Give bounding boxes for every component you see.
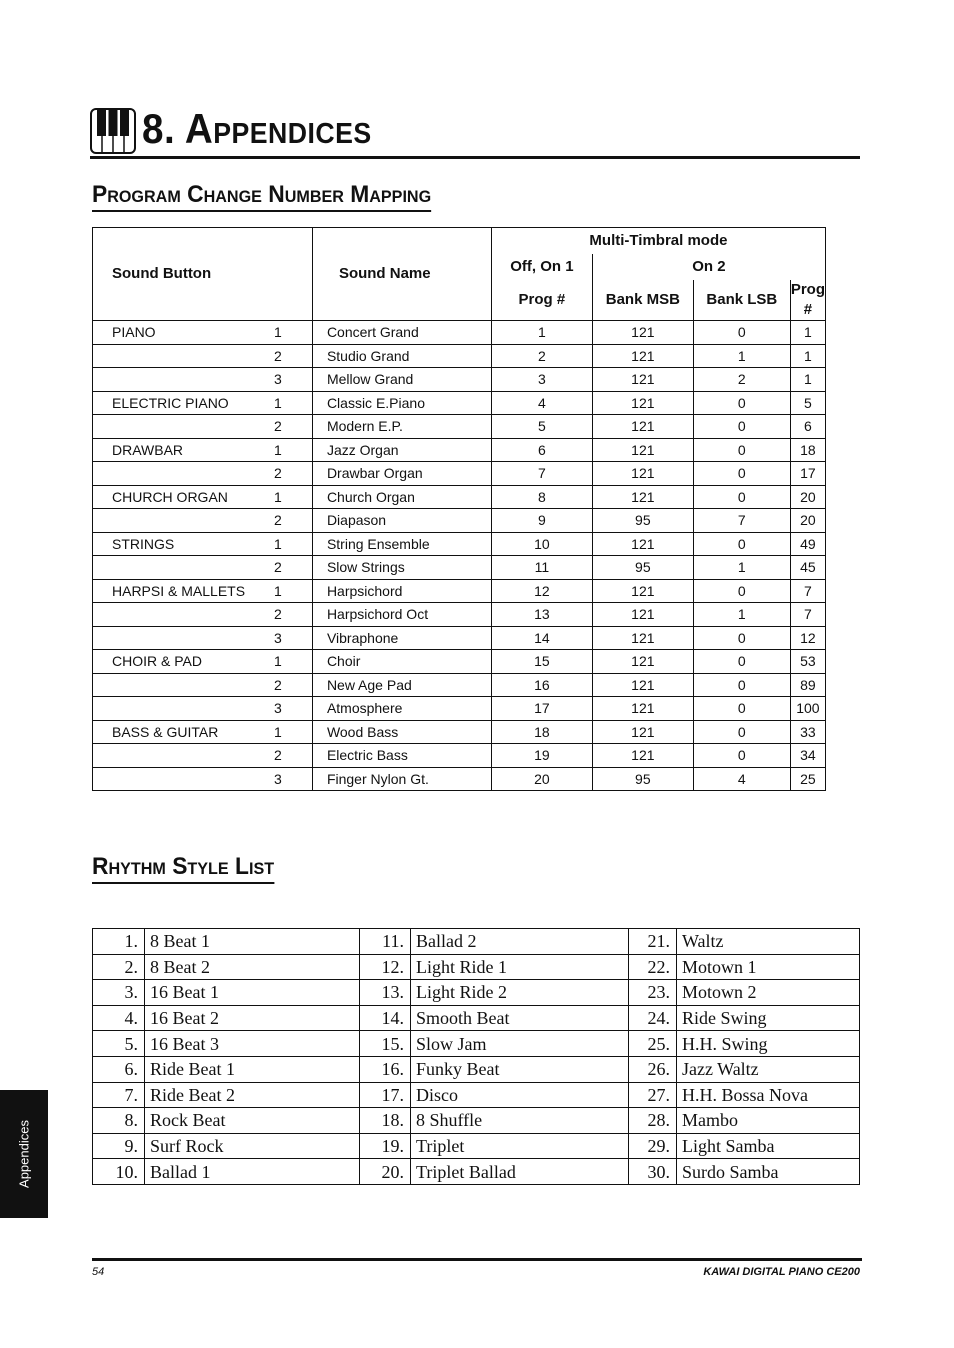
rhythm-number: 10. [93,1159,145,1185]
sound-name-cell: Church Organ [312,485,491,509]
variation-number-cell: 2 [252,673,312,697]
bank-msb-cell: 121 [592,744,693,768]
prog-number-on2-cell: 20 [790,485,825,509]
sound-name-cell: Finger Nylon Gt. [312,767,491,791]
variation-number-cell: 2 [252,344,312,368]
bank-msb-cell: 121 [592,650,693,674]
variation-number-cell: 2 [252,415,312,439]
prog-number-cell: 10 [491,532,592,556]
rhythm-style-name: Funky Beat [411,1056,629,1082]
rhythm-style-name: Ride Beat 1 [145,1056,360,1082]
table-row [93,1082,860,1108]
rhythm-style-name: Jazz Waltz [677,1056,860,1082]
prog-number-cell: 1 [491,321,592,345]
bank-msb-cell: 95 [592,556,693,580]
sound-name-cell: Harpsichord [312,579,491,603]
rhythm-style-name: Rock Beat [145,1108,360,1134]
bank-msb-cell: 95 [592,767,693,791]
variation-number-cell: 1 [252,579,312,603]
rhythm-number: 6. [93,1056,145,1082]
sound-button-cell [93,415,252,439]
bank-msb-cell: 121 [592,485,693,509]
bank-msb-cell: 121 [592,321,693,345]
sound-button-cell [93,344,252,368]
variation-number-cell: 3 [252,697,312,721]
table-row [93,744,826,768]
rhythm-style-body [93,929,860,1185]
program-mapping-title: Program Change Number Mapping [92,181,431,212]
sound-name-cell: Studio Grand [312,344,491,368]
rhythm-number: 21. [629,929,677,955]
sound-button-cell [93,556,252,580]
bank-msb-cell: 121 [592,673,693,697]
table-row [93,1056,860,1082]
rhythm-number: 29. [629,1133,677,1159]
sound-button-cell [93,744,252,768]
rhythm-style-name: Motown 2 [677,980,860,1006]
rhythm-style-name: H.H. Swing [677,1031,860,1057]
bank-lsb-cell: 0 [693,415,790,439]
table-row [93,485,826,509]
bank-lsb-cell: 7 [693,509,790,533]
bank-lsb-cell: 0 [693,579,790,603]
bank-lsb-cell: 0 [693,438,790,462]
header-prog1: Prog # [491,280,592,321]
bank-msb-cell: 121 [592,720,693,744]
header-prog2: Prog # [790,280,825,321]
rhythm-style-name: Triplet Ballad [411,1159,629,1185]
header-sound-button: Sound Button [93,228,252,321]
sound-name-cell: Atmosphere [312,697,491,721]
piano-keys-icon [90,108,136,154]
table-row [93,767,826,791]
rhythm-style-table [92,928,860,1185]
bank-msb-cell: 121 [592,344,693,368]
header-off-on1: Off, On 1 [491,254,592,280]
variation-number-cell: 1 [252,391,312,415]
sound-name-cell: New Age Pad [312,673,491,697]
prog-number-on2-cell: 49 [790,532,825,556]
rhythm-style-name: Motown 1 [677,954,860,980]
rhythm-number: 30. [629,1159,677,1185]
prog-number-on2-cell: 5 [790,391,825,415]
prog-number-on2-cell: 25 [790,767,825,791]
variation-number-cell: 1 [252,720,312,744]
variation-number-cell: 2 [252,509,312,533]
bank-lsb-cell: 4 [693,767,790,791]
rhythm-style-name: 16 Beat 2 [145,1005,360,1031]
prog-number-on2-cell: 12 [790,626,825,650]
sound-button-cell [93,509,252,533]
sound-name-cell: Modern E.P. [312,415,491,439]
sound-button-cell [93,697,252,721]
footer-rule [92,1258,862,1261]
bank-msb-cell: 121 [592,697,693,721]
rhythm-number: 11. [360,929,411,955]
prog-number-cell: 2 [491,344,592,368]
table-row [93,1133,860,1159]
variation-number-cell: 2 [252,603,312,627]
prog-number-cell: 9 [491,509,592,533]
sound-name-cell: String Ensemble [312,532,491,556]
prog-number-cell: 16 [491,673,592,697]
sound-name-cell: Concert Grand [312,321,491,345]
bank-msb-cell: 121 [592,391,693,415]
chapter-header [90,106,860,159]
rhythm-number: 26. [629,1056,677,1082]
program-mapping-body [93,321,826,791]
prog-number-cell: 11 [491,556,592,580]
sound-button-cell: STRINGS [93,532,252,556]
rhythm-style-name: 8 Shuffle [411,1108,629,1134]
sound-button-cell [93,767,252,791]
prog-number-on2-cell: 20 [790,509,825,533]
bank-lsb-cell: 0 [693,720,790,744]
bank-msb-cell: 121 [592,579,693,603]
rhythm-number: 7. [93,1082,145,1108]
prog-number-cell: 19 [491,744,592,768]
sound-name-cell: Drawbar Organ [312,462,491,486]
rhythm-number: 15. [360,1031,411,1057]
sound-name-cell: Electric Bass [312,744,491,768]
table-row [93,603,826,627]
rhythm-style-name: H.H. Bossa Nova [677,1082,860,1108]
sound-button-cell [93,673,252,697]
prog-number-on2-cell: 33 [790,720,825,744]
variation-number-cell: 1 [252,438,312,462]
rhythm-number: 19. [360,1133,411,1159]
rhythm-number: 28. [629,1108,677,1134]
table-row [93,344,826,368]
rhythm-number: 20. [360,1159,411,1185]
rhythm-style-name: 8 Beat 2 [145,954,360,980]
page-number: 54 [92,1266,105,1278]
rhythm-number: 24. [629,1005,677,1031]
rhythm-style-name: Surf Rock [145,1133,360,1159]
rhythm-style-name: Surdo Samba [677,1159,860,1185]
table-row [93,556,826,580]
table-row [93,368,826,392]
rhythm-number: 14. [360,1005,411,1031]
table-row [93,697,826,721]
bank-lsb-cell: 0 [693,744,790,768]
variation-number-cell: 1 [252,321,312,345]
bank-lsb-cell: 1 [693,344,790,368]
sound-button-cell: HARPSI & MALLETS [93,579,252,603]
rhythm-number: 22. [629,954,677,980]
variation-number-cell: 2 [252,744,312,768]
rhythm-number: 3. [93,980,145,1006]
rhythm-number: 13. [360,980,411,1006]
sound-name-cell: Wood Bass [312,720,491,744]
variation-number-cell: 3 [252,626,312,650]
rhythm-list-title: Rhythm Style List [92,853,274,884]
prog-number-cell: 5 [491,415,592,439]
rhythm-number: 4. [93,1005,145,1031]
variation-number-cell: 1 [252,650,312,674]
prog-number-cell: 13 [491,603,592,627]
rhythm-number: 27. [629,1082,677,1108]
prog-number-cell: 3 [491,368,592,392]
bank-msb-cell: 95 [592,509,693,533]
rhythm-number: 23. [629,980,677,1006]
table-row [93,462,826,486]
program-mapping-table [92,227,826,791]
sound-name-cell: Slow Strings [312,556,491,580]
rhythm-number: 25. [629,1031,677,1057]
sound-button-cell: CHOIR & PAD [93,650,252,674]
prog-number-cell: 20 [491,767,592,791]
bank-msb-cell: 121 [592,438,693,462]
prog-number-on2-cell: 34 [790,744,825,768]
prog-number-on2-cell: 17 [790,462,825,486]
prog-number-on2-cell: 45 [790,556,825,580]
header-bank-lsb: Bank LSB [693,280,790,321]
rhythm-number: 2. [93,954,145,980]
rhythm-style-name: Slow Jam [411,1031,629,1057]
bank-msb-cell: 121 [592,368,693,392]
variation-number-cell: 2 [252,462,312,486]
side-tab-label: Appendices [16,1120,32,1188]
rhythm-number: 8. [93,1108,145,1134]
table-row [93,532,826,556]
sound-button-cell [93,626,252,650]
bank-lsb-cell: 0 [693,485,790,509]
bank-lsb-cell: 0 [693,321,790,345]
rhythm-style-name: Ballad 2 [411,929,629,955]
table-row [93,391,826,415]
prog-number-on2-cell: 6 [790,415,825,439]
table-row [93,650,826,674]
header-bank-msb: Bank MSB [592,280,693,321]
table-row [93,954,860,980]
sound-name-cell: Diapason [312,509,491,533]
table-row [93,980,860,1006]
rhythm-style-name: Ballad 1 [145,1159,360,1185]
prog-number-cell: 4 [491,391,592,415]
rhythm-number: 12. [360,954,411,980]
prog-number-cell: 6 [491,438,592,462]
sound-name-cell: Vibraphone [312,626,491,650]
table-row [93,929,860,955]
prog-number-cell: 7 [491,462,592,486]
document-name: KAWAI DIGITAL PIANO CE200 [703,1266,860,1278]
sound-name-cell: Harpsichord Oct [312,603,491,627]
rhythm-style-name: Light Ride 1 [411,954,629,980]
rhythm-style-name: Light Ride 2 [411,980,629,1006]
prog-number-on2-cell: 1 [790,344,825,368]
rhythm-number: 18. [360,1108,411,1134]
rhythm-number: 17. [360,1082,411,1108]
prog-number-on2-cell: 7 [790,579,825,603]
bank-lsb-cell: 0 [693,391,790,415]
bank-lsb-cell: 0 [693,650,790,674]
sound-button-cell [93,462,252,486]
prog-number-cell: 14 [491,626,592,650]
header-on2: On 2 [692,258,726,275]
header-sound-name: Sound Name [312,228,491,321]
prog-number-cell: 8 [491,485,592,509]
prog-number-on2-cell: 53 [790,650,825,674]
table-row [93,1108,860,1134]
table-row [93,321,826,345]
rhythm-style-name: Ride Beat 2 [145,1082,360,1108]
prog-number-cell: 17 [491,697,592,721]
sound-name-cell: Choir [312,650,491,674]
prog-number-cell: 18 [491,720,592,744]
sound-button-cell: DRAWBAR [93,438,252,462]
sound-button-cell: BASS & GUITAR [93,720,252,744]
bank-msb-cell: 121 [592,532,693,556]
table-row [93,1005,860,1031]
header-multi-timbral: Multi-Timbral mode [589,232,728,249]
rhythm-number: 1. [93,929,145,955]
rhythm-style-name: Waltz [677,929,860,955]
rhythm-style-name: 16 Beat 1 [145,980,360,1006]
variation-number-cell: 2 [252,556,312,580]
variation-number-cell: 1 [252,532,312,556]
table-row [93,1159,860,1185]
rhythm-style-name: 8 Beat 1 [145,929,360,955]
rhythm-style-name: Disco [411,1082,629,1108]
table-row [93,438,826,462]
variation-number-cell: 1 [252,485,312,509]
chapter-title: 8. Appendices [142,105,372,152]
header-spacer [252,228,312,321]
table-row [93,626,826,650]
rhythm-style-name: 16 Beat 3 [145,1031,360,1057]
bank-lsb-cell: 0 [693,673,790,697]
prog-number-cell: 15 [491,650,592,674]
bank-lsb-cell: 1 [693,603,790,627]
sound-button-cell: ELECTRIC PIANO [93,391,252,415]
bank-lsb-cell: 0 [693,626,790,650]
prog-number-on2-cell: 18 [790,438,825,462]
rhythm-number: 16. [360,1056,411,1082]
table-row [93,579,826,603]
sound-button-cell [93,603,252,627]
prog-number-cell: 12 [491,579,592,603]
prog-number-on2-cell: 7 [790,603,825,627]
rhythm-number: 9. [93,1133,145,1159]
prog-number-on2-cell: 1 [790,321,825,345]
rhythm-style-name: Mambo [677,1108,860,1134]
bank-msb-cell: 121 [592,462,693,486]
rhythm-style-name: Smooth Beat [411,1005,629,1031]
table-row [93,415,826,439]
table-row [93,509,826,533]
variation-number-cell: 3 [252,767,312,791]
sound-name-cell: Mellow Grand [312,368,491,392]
prog-number-on2-cell: 100 [790,697,825,721]
rhythm-style-name: Triplet [411,1133,629,1159]
table-row [93,720,826,744]
rhythm-style-name: Light Samba [677,1133,860,1159]
bank-lsb-cell: 0 [693,462,790,486]
bank-lsb-cell: 0 [693,532,790,556]
sound-name-cell: Jazz Organ [312,438,491,462]
sound-button-cell: PIANO [93,321,252,345]
prog-number-on2-cell: 1 [790,368,825,392]
bank-msb-cell: 121 [592,415,693,439]
bank-lsb-cell: 1 [693,556,790,580]
rhythm-number: 5. [93,1031,145,1057]
bank-lsb-cell: 0 [693,697,790,721]
table-row [93,673,826,697]
bank-lsb-cell: 2 [693,368,790,392]
rhythm-style-name: Ride Swing [677,1005,860,1031]
variation-number-cell: 3 [252,368,312,392]
side-tab [0,1090,48,1218]
prog-number-on2-cell: 89 [790,673,825,697]
bank-msb-cell: 121 [592,626,693,650]
sound-button-cell: CHURCH ORGAN [93,485,252,509]
table-row [93,1031,860,1057]
sound-name-cell: Classic E.Piano [312,391,491,415]
bank-msb-cell: 121 [592,603,693,627]
sound-button-cell [93,368,252,392]
